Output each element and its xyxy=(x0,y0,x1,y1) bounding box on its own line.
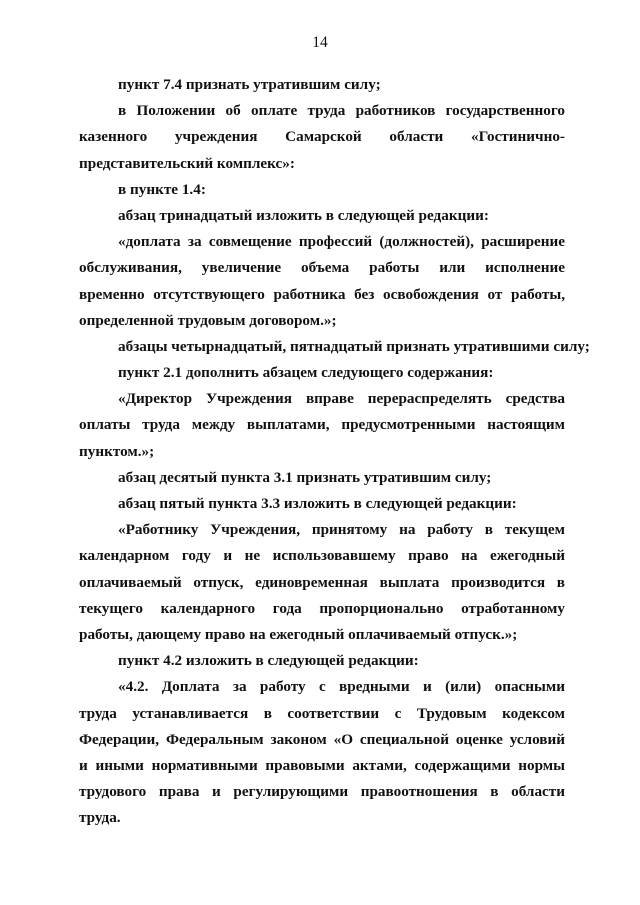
text-line: текущего календарного года пропорционально отработанному xyxy=(79,599,565,617)
text-line: абзац пятый пункта 3.3 изложить в следующей редакции: xyxy=(118,495,517,512)
text-line: оплачиваемый отпуск, единовременная выплата производится в xyxy=(79,573,565,591)
text-line: оплаты труда между выплатами, предусмотренными настоящим xyxy=(79,416,565,434)
text-line: обслуживания, увеличение объема работы или исполнение xyxy=(79,259,565,277)
text-line: абзацы четырнадцатый, пятнадцатый признать утратившими силу; xyxy=(118,337,590,355)
text-line: пункт 4.2 изложить в следующей редакции: xyxy=(118,652,419,670)
text-line: абзац тринадцатый изложить в следующей редакции: xyxy=(118,206,489,224)
text-line: пункт 7.4 признать утратившим силу; xyxy=(118,76,381,93)
text-line: «4.2. Доплата за работу с вредными и (или) опасными xyxy=(118,678,565,696)
text-line: календарном году и не использовавшему право на ежегодный xyxy=(79,547,565,565)
text-line: в Положении об оплате труда работников государственного xyxy=(118,102,565,120)
text-line: временно отсутствующего работника без освобождения от работы, xyxy=(79,285,565,303)
document-body xyxy=(79,72,590,831)
text-line: и иными нормативными правовыми актами, содержащими нормы xyxy=(79,756,565,774)
text-line: «доплата за совмещение профессий (должностей), расширение xyxy=(118,233,565,251)
text-line: работы, дающему право на ежегодный оплачиваемый отпуск.»; xyxy=(79,625,518,643)
text-line: «Работнику Учреждения, принятому на работу в текущем xyxy=(118,521,565,539)
text-line: абзац десятый пункта 3.1 признать утратившим силу; xyxy=(118,468,492,486)
text-line: Федерации, Федеральным законом «О специальной оценке условий xyxy=(79,730,565,748)
text-line: «Директор Учреждения вправе перераспределять средства xyxy=(118,390,565,408)
text-line: представительский комплекс»: xyxy=(79,154,295,172)
text-line: труда устанавливается в соответствии с Трудовым кодексом xyxy=(79,704,565,722)
text-line: казенного учреждения Самарской области «Гостинично- xyxy=(79,128,565,146)
text-line: пункт 2.1 дополнить абзацем следующего содержания: xyxy=(118,364,494,382)
text-line: в пункте 1.4: xyxy=(118,180,206,198)
page-number: 14 xyxy=(312,34,328,51)
text-line: определенной трудовым договором.»; xyxy=(79,311,337,329)
text-line: пунктом.»; xyxy=(79,442,155,460)
text-line: труда. xyxy=(79,809,121,827)
text-line: трудового права и регулирующими правоотношения в области xyxy=(79,783,565,801)
